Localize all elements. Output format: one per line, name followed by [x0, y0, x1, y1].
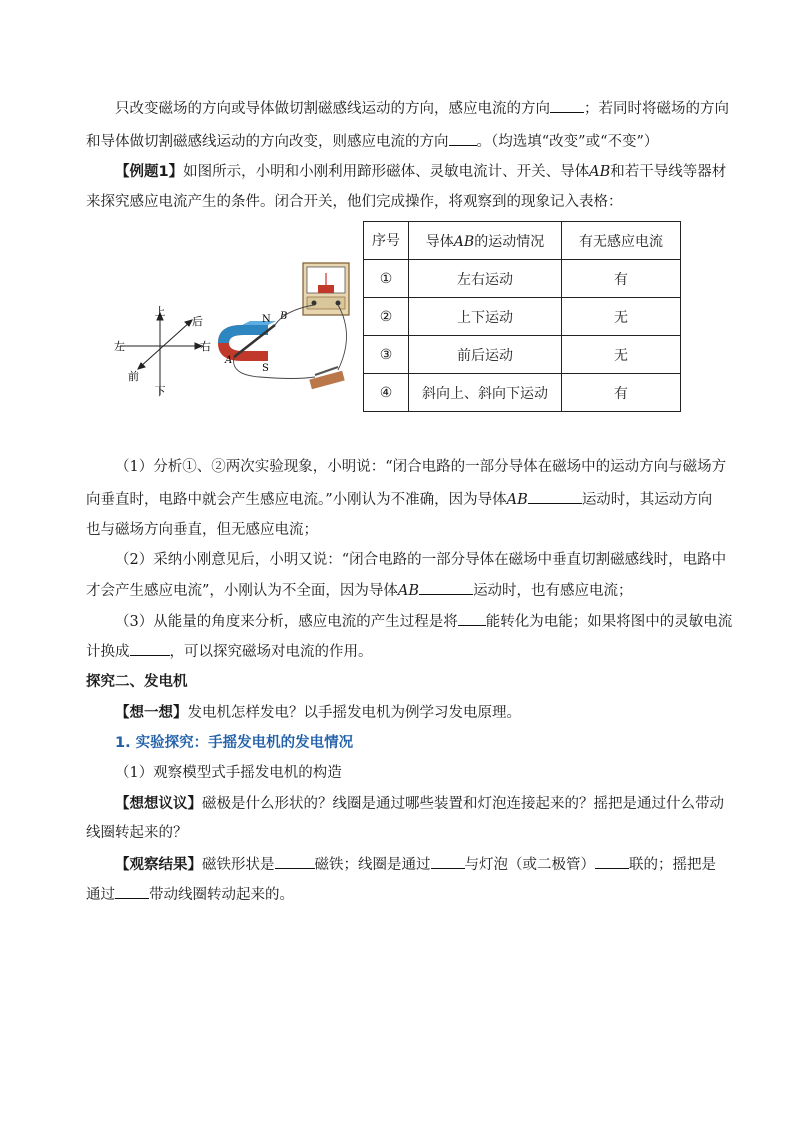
label-front: 前 [128, 370, 139, 383]
example1-line1: 【例题1】如图所示，小明和小刚利用蹄形磁体、灵敏电流计、开关、导体AB和若干导线等器材 [115, 164, 727, 180]
experiment-table [363, 221, 681, 412]
label-N: N [262, 314, 271, 325]
blank-10[interactable] [115, 884, 149, 899]
switch [309, 367, 344, 389]
label-up: 上 [154, 305, 166, 318]
blank-9[interactable] [595, 854, 629, 869]
label-S: S [262, 363, 269, 374]
header-motion: 导体AB的运动情况 [409, 222, 562, 260]
table-row: ④ 斜向上、斜向下运动 有 [364, 374, 681, 412]
think-line: 【想一想】发电机怎样发电？以手摇发电机为例学习发电原理。 [115, 705, 521, 721]
para1-line2: 和导体做切割磁感线运动的方向改变，则感应电流的方向 。（均选填“改变”或“不变”） [86, 131, 658, 152]
label-down: 下 [154, 385, 166, 398]
discuss-line1: 【想想议议】磁极是什么形状的？线圈是通过哪些装置和灯泡连接起来的？摇把是通过什么带动 [115, 796, 724, 812]
sub1-heading: 1. 实验探究：手摇发电机的发电情况 [115, 735, 354, 751]
label-back: 后 [192, 315, 203, 328]
blank-1[interactable] [550, 98, 584, 113]
blank-3[interactable] [528, 489, 582, 504]
label-right: 右 [200, 340, 211, 353]
example1-label: 【例题1】 [115, 164, 184, 180]
q3-line1: （3）从能量的角度来分析，感应电流的产生过程是将 能转化为电能；如果将图中的灵敏电流 [115, 611, 732, 632]
blank-6[interactable] [130, 641, 170, 656]
wires [234, 305, 347, 379]
para1-line1: 只改变磁场的方向或导体做切割磁感线运动的方向，感应电流的方向 ；若同时将磁场的方向 [115, 98, 729, 119]
blank-8[interactable] [431, 854, 465, 869]
label-left: 左 [114, 340, 125, 353]
discuss-line2: 线圈转起来的？ [86, 825, 188, 841]
label-B: B [280, 311, 288, 322]
table-row: ③ 前后运动 无 [364, 336, 681, 374]
blank-5[interactable] [458, 611, 486, 626]
galvanometer [303, 263, 349, 315]
table-row: ① 左右运动 有 [364, 260, 681, 298]
header-no: 序号 [364, 222, 409, 260]
q1-line1: （1）分析①、②两次实验现象，小明说：“闭合电路的一部分导体在磁场中的运动方向与磁场方 [115, 459, 727, 475]
q3-line2: 计换成 ，可以探究磁场对电流的作用。 [86, 641, 373, 662]
section2-title: 探究二、发电机 [86, 674, 188, 690]
header-current: 有无感应电流 [562, 222, 681, 260]
example1-line2: 来探究感应电流产生的条件。闭合开关，他们完成操作，将观察到的现象记入表格： [86, 194, 623, 210]
q1-line3: 也与磁场方向垂直，但无感应电流； [86, 522, 318, 538]
result-line1: 【观察结果】磁铁形状是 磁铁；线圈是通过 与灯泡（或二极管） 联的；摇把是 [115, 854, 716, 875]
q2-line2: 才会产生感应电流”，小刚认为不全面，因为导体AB 运动时，也有感应电流； [86, 580, 633, 601]
experiment-figure [110, 255, 360, 405]
q2-line1: （2）采纳小刚意见后，小明又说：“闭合电路的一部分导体在磁场中垂直切割磁感线时，电路中 [115, 552, 727, 568]
q1-line2: 向垂直时，电路中就会产生感应电流。”小刚认为不准确，因为导体AB 运动时，其运动方向 [86, 489, 712, 510]
step1-line: （1）观察模型式手摇发电机的构造 [115, 765, 342, 781]
blank-4[interactable] [419, 580, 473, 595]
blank-7[interactable] [275, 854, 315, 869]
table-row: ② 上下运动 无 [364, 298, 681, 336]
result-line2: 通过 带动线圈转动起来的。 [86, 884, 294, 905]
label-A: A [225, 355, 233, 366]
blank-2[interactable] [449, 131, 477, 146]
